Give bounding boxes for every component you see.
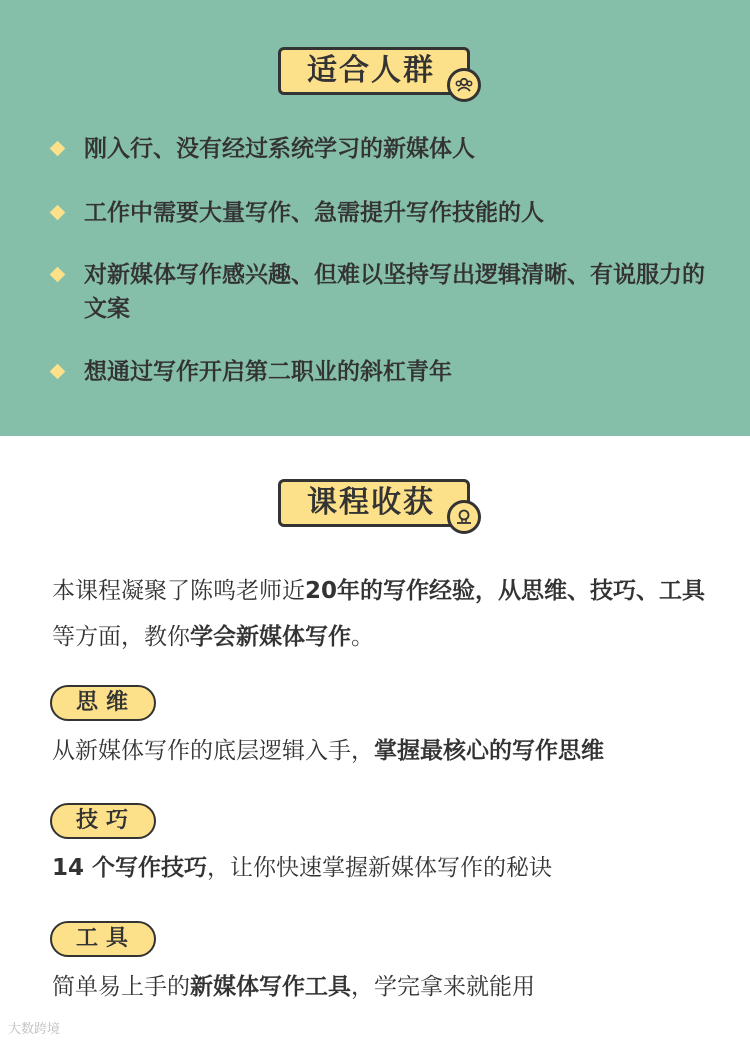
thinking-desc: 从新媒体写作的底层逻辑入手，掌握最核心的写作思维 (52, 738, 604, 764)
audience-section (0, 0, 750, 436)
skills-label: 技巧 (50, 803, 156, 839)
people-icon (447, 68, 481, 102)
audience-title-tag (278, 47, 470, 95)
tools-desc: 简单易上手的新媒体写作工具，学完拿来就能用 (52, 974, 535, 1000)
tools-label: 工具 (50, 921, 156, 957)
lightbulb-icon (447, 500, 481, 534)
gains-title-tag (278, 479, 470, 527)
watermark: 大数跨境 (8, 1022, 61, 1037)
audience-item: 工作中需要大量写作、急需提升写作技能的人 (52, 196, 712, 230)
gains-intro: 本课程凝聚了陈鸣老师近20年的写作经验，从思维、技巧、工具等方面，教你学会新媒体写作。 (52, 578, 706, 650)
gains-title: 课程收获 (307, 485, 435, 520)
audience-title: 适合人群 (307, 53, 435, 88)
audience-item: 想通过写作开启第二职业的斜杠青年 (52, 355, 712, 389)
thinking-label: 思维 (50, 685, 156, 721)
audience-item: 刚入行、没有经过系统学习的新媒体人 (52, 132, 712, 166)
audience-item: 对新媒体写作感兴趣、但难以坚持写出逻辑清晰、有说服力的文案 (52, 258, 712, 326)
skills-desc: 14 个写作技巧，让你快速掌握新媒体写作的秘诀 (52, 855, 553, 881)
